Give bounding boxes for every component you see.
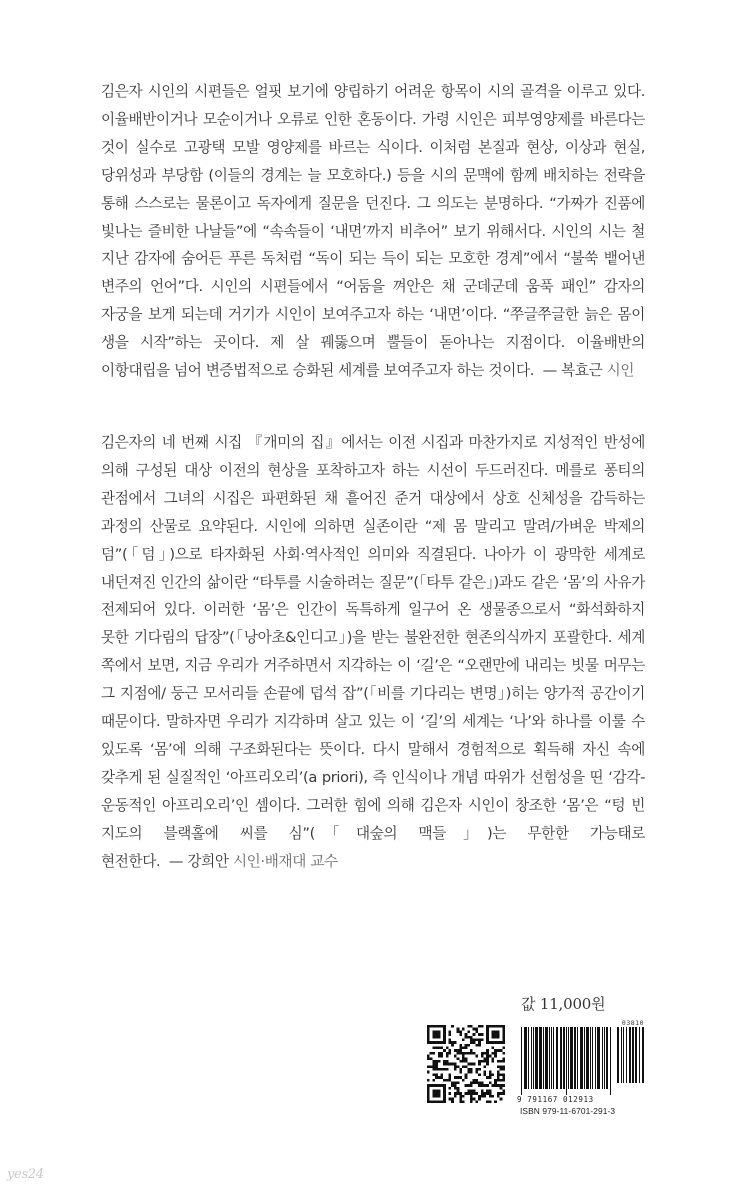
barcode-bar	[617, 1027, 619, 1083]
barcode-bar	[590, 1027, 591, 1089]
isbn-barcode	[517, 1019, 644, 1117]
blurb-2-role: 시인·배재대 교수	[232, 852, 338, 870]
barcode-bar	[610, 1027, 611, 1095]
blurb-2-text: 김은자의 네 번째 시집 『개미의 집』에서는 이전 시집과 마찬가지로 지성적인 반성에 의해 구성된 대상 이전의 현상을 포착하고자 하는 시선이 두드러진다. 메를로 퐁티의 관점에서 그녀의 시집은 파편화된 채 흩어진 준거 대상에서 상호 신체성을 감득하는 과정의 산물로 요약된다. 시인에 의하면 실존이란 “제 몸 말리고 말려/가벼운 박제의 덤”(「덤」)으로 타자화된 사회·역사적인 의미와 직결된다. 나아가 이 광막한 세계로 내던져진 인간의 삶이란 “타투를 시술하려는 질문”(「타투 같은」)과도 같은 ‘몸’의 사유가 전제되어 있다. 이러한 ‘몸’은 인간이 독특하게 일구어 온 생물종으로서 “화석화하지 못한 기다림의 답장”(「낭아초&인디고」)을 받는 불완전한 현존의식까지 포괄한다. 세계 쪽에서 보면, 지금 우리가 거주하면서 지각하는 이 ‘길’은 “오랜만에 내리는 빗물 머무는 그 지점에/ 둥근 모서리들 손끝에 덥석 잡”(「비를 기다리는 변명」)히는 양가적 공간이기 때문이다. 말하자면 우리가 지각하며 살고 있는 이 ‘길’의 세계는 ‘나’와 하나를 이룰 수 있도록 ‘몸’에 의해 구조화된다는 뜻이다. 다시 말해서 경험적으로 획득해 자신 속에 갖추게 된 실질적인 ‘아프리오리’(a priori), 즉 인식이나 개념 따위가 선험성을 띤 ‘감각-운동적인 아프리오리’인 셈이다. 그러한 힘에 의해 김은자 시인이 창조한 ‘몸’은 “텅 빈 지도의 블랙홀에 씨를 심”(「대숲의 맥들」)는 무한한 가능태로 현전한다.	[101, 434, 645, 870]
barcode-bar	[639, 1027, 640, 1083]
yes24-watermark-logo: yes24	[7, 1167, 44, 1182]
barcode-bar	[563, 1027, 565, 1089]
blurb-1-author: — 복효근	[542, 362, 603, 380]
barcode-bar	[549, 1027, 550, 1089]
barcode-bar	[551, 1027, 552, 1089]
barcode-bar	[568, 1027, 569, 1089]
barcode-bar	[560, 1027, 562, 1089]
barcode-bar	[602, 1027, 603, 1089]
review-blurb-2	[101, 429, 645, 876]
barcode-bar	[539, 1027, 542, 1089]
barcode-bar	[574, 1027, 576, 1089]
barcode-bar	[597, 1027, 600, 1089]
barcode-bar	[592, 1027, 593, 1089]
barcode-bar	[570, 1027, 573, 1089]
barcode-bar	[556, 1027, 558, 1089]
price-label: 값 11,000원	[521, 995, 606, 1013]
barcode-bar	[577, 1027, 578, 1089]
barcode-bar	[584, 1027, 585, 1089]
barcode-bar	[533, 1027, 534, 1089]
blurb-1-attribution	[543, 362, 635, 379]
barcode-bar	[632, 1027, 634, 1083]
barcode-bars	[517, 1027, 644, 1095]
barcode-bar	[566, 1027, 567, 1095]
barcode-digits: 9 791167 012913	[517, 1095, 594, 1104]
blurb-1-role: 시인	[606, 362, 635, 380]
blurb-2-attribution	[169, 853, 338, 870]
barcode-bar	[553, 1027, 554, 1089]
barcode-bar	[531, 1027, 532, 1089]
barcode-bar	[623, 1027, 624, 1083]
barcode-bar	[521, 1027, 522, 1095]
barcode-bar	[629, 1027, 631, 1083]
qr-modules	[427, 1025, 505, 1103]
barcode-bar	[535, 1027, 538, 1089]
barcode-bar	[626, 1027, 627, 1083]
barcode-bar	[586, 1027, 589, 1089]
barcode-bar	[528, 1027, 529, 1089]
barcode-bar	[642, 1027, 644, 1083]
blurb-1-text: 김은자 시인의 시편들은 얼핏 보기에 양립하기 어려운 항목이 시의 골격을 이루고 있다. 이율배반이거나 모순이거나 오류로 인한 혼동이다. 가령 시인은 피부영양제를 바른다는 것이 실수로 고광택 모발 영양제를 바르는 식이다. 이처럼 본질과 현상, 이상과 현실, 당위성과 부당함 (이들의 경계는 늘 모호하다.) 등을 시의 문맥에 함께 배치하는 전략을 통해 스스로는 물론이고 독자에게 질문을 던진다. 그 의도는 분명하다. “가짜가 진품에 빛나는 즐비한 나날들”에 “속속들이 ‘내면’까지 비추어” 보기 위해서다. 시인의 시는 철 지난 감자에 숨어든 푸른 독처럼 “독이 되는 득이 되는 모호한 경계”에서 “불쑥 뱉어낸 변주의 언어”다. 시인의 시편들에서 “어둠을 껴안은 채 군데군데 움푹 패인” 감자의 자궁을 보게 되는데 거기가 시인이 보여주고자 하는 ‘내면’이다. “쭈글쭈글한 늙은 몸이 생을 시작”하는 곳이다. 제 살 꿰뚫으며 뿔들이 돋아나는 지점이다. 이율배반의 이항대립을 넘어 변증법적으로 승화된 세계를 보여주고자 하는 것이다.	[101, 83, 645, 380]
barcode-bar	[595, 1027, 596, 1089]
blurb-2-author: — 강희안	[168, 852, 229, 870]
barcode-bar	[524, 1027, 527, 1089]
review-blurb-1	[101, 78, 645, 385]
barcode-bar	[606, 1027, 608, 1089]
isbn-number: ISBN 979-11-6701-291-3	[520, 1106, 616, 1116]
barcode-bar	[604, 1027, 605, 1089]
qr-code	[427, 1025, 505, 1103]
barcode-addon-number: 03810	[621, 1019, 644, 1027]
barcode-bar	[635, 1027, 637, 1083]
barcode-bar	[543, 1027, 544, 1089]
barcode-bar	[580, 1027, 583, 1089]
barcode-bar	[545, 1027, 548, 1089]
barcode-bar	[621, 1027, 622, 1083]
